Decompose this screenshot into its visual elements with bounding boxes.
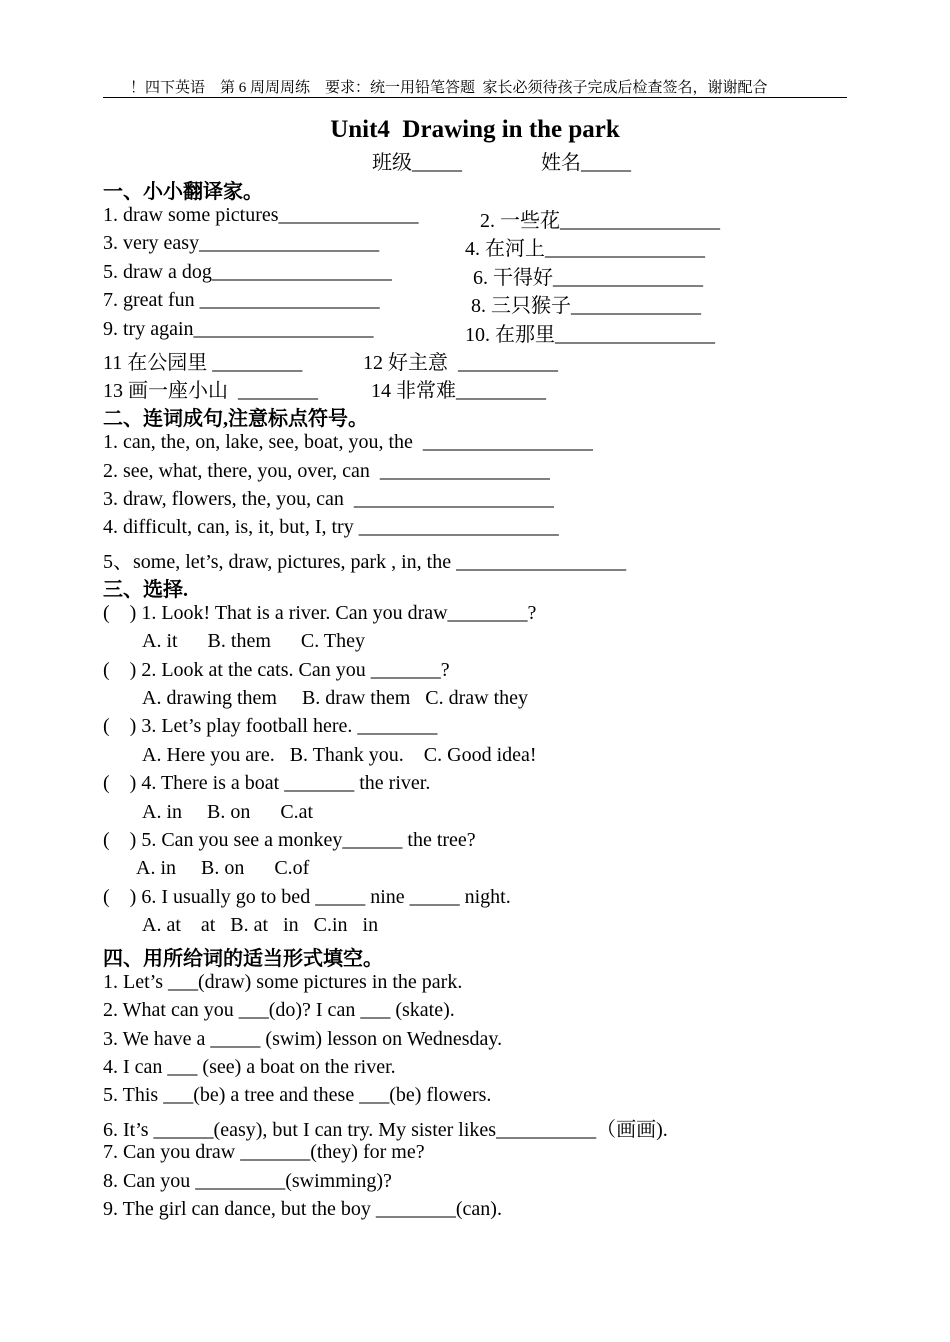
translation-item: 5. draw a dog__________________	[103, 261, 392, 283]
header-rule	[103, 97, 847, 98]
fill-in-item: 6. It’s ______(easy), but I can try. My sister likes__________（画画).	[103, 1119, 668, 1141]
fill-in-item: 5. This ___(be) a tree and these ___(be) flowers.	[103, 1084, 492, 1106]
translation-item: 10. 在那里________________	[465, 324, 715, 346]
fill-in-item: 3. We have a _____ (swim) lesson on Wednesday.	[103, 1028, 503, 1050]
sentence-item: 1. can, the, on, lake, see, boat, you, the _________________	[103, 431, 593, 453]
sentence-item: 3. draw, flowers, the, you, can ____________________	[103, 488, 554, 510]
choice-options: A. drawing them B. draw them C. draw they	[142, 687, 529, 709]
translation-item: 2. 一些花________________	[480, 210, 720, 232]
section2-heading: 二、连词成句,注意标点符号。	[103, 408, 368, 430]
translation-item: 7. great fun __________________	[103, 289, 380, 311]
fill-in-item: 2. What can you ___(do)? I can ___ (skate).	[103, 999, 455, 1021]
page-title: Unit4 Drawing in the park	[330, 116, 620, 143]
choice-question: ( ) 2. Look at the cats. Can you _______?	[103, 659, 450, 681]
section4-heading: 四、用所给词的适当形式填空。	[103, 948, 383, 970]
name-field: 姓名_____	[541, 152, 631, 174]
class-field: 班级_____	[372, 152, 462, 174]
choice-options: A. it B. them C. They	[142, 630, 365, 652]
sentence-item: 4. difficult, can, is, it, but, I, try ____________________	[103, 516, 559, 538]
translation-item: 13 画一座小山 ________	[103, 380, 318, 402]
translation-item: 4. 在河上________________	[465, 238, 705, 260]
fill-in-item: 1. Let’s ___(draw) some pictures in the park.	[103, 971, 463, 993]
translation-item: 6. 干得好_______________	[473, 267, 703, 289]
choice-question: ( ) 1. Look! That is a river. Can you draw________?	[103, 602, 537, 624]
translation-item: 11 在公园里 _________	[103, 352, 303, 374]
choice-question: ( ) 3. Let’s play football here. ________	[103, 715, 438, 737]
choice-question: ( ) 6. I usually go to bed _____ nine _____ night.	[103, 886, 511, 908]
translation-item: 9. try again__________________	[103, 318, 374, 340]
choice-options: A. in B. on C.of	[136, 857, 310, 879]
translation-item: 1. draw some pictures______________	[103, 204, 419, 226]
fill-in-item: 7. Can you draw _______(they) for me?	[103, 1141, 425, 1163]
choice-question: ( ) 4. There is a boat _______ the river.	[103, 772, 431, 794]
section1-heading: 一、小小翻译家。	[103, 181, 263, 203]
fill-in-item: 9. The girl can dance, but the boy ________(can).	[103, 1198, 502, 1220]
sentence-item: 5、some, let’s, draw, pictures, park , in, the _________________	[103, 551, 627, 573]
sentence-item: 2. see, what, there, you, over, can _________________	[103, 460, 550, 482]
choice-options: A. Here you are. B. Thank you. C. Good idea!	[142, 744, 537, 766]
choice-options: A. at at B. at in C.in in	[142, 914, 379, 936]
translation-item: 12 好主意 __________	[363, 352, 558, 374]
page-header: ！四下英语 第 6 周周周练 要求：统一用铅笔答题 家长必须待孩子完成后检查签名，谢谢配合	[130, 80, 768, 96]
fill-in-item: 8. Can you _________(swimming)?	[103, 1170, 392, 1192]
translation-item: 3. very easy__________________	[103, 232, 380, 254]
section3-heading: 三、选择.	[103, 579, 188, 601]
choice-question: ( ) 5. Can you see a monkey______ the tree?	[103, 829, 476, 851]
translation-item: 14 非常难_________	[371, 380, 546, 402]
fill-in-item: 4. I can ___ (see) a boat on the river.	[103, 1056, 396, 1078]
choice-options: A. in B. on C.at	[142, 801, 314, 823]
translation-item: 8. 三只猴子_____________	[471, 295, 701, 317]
